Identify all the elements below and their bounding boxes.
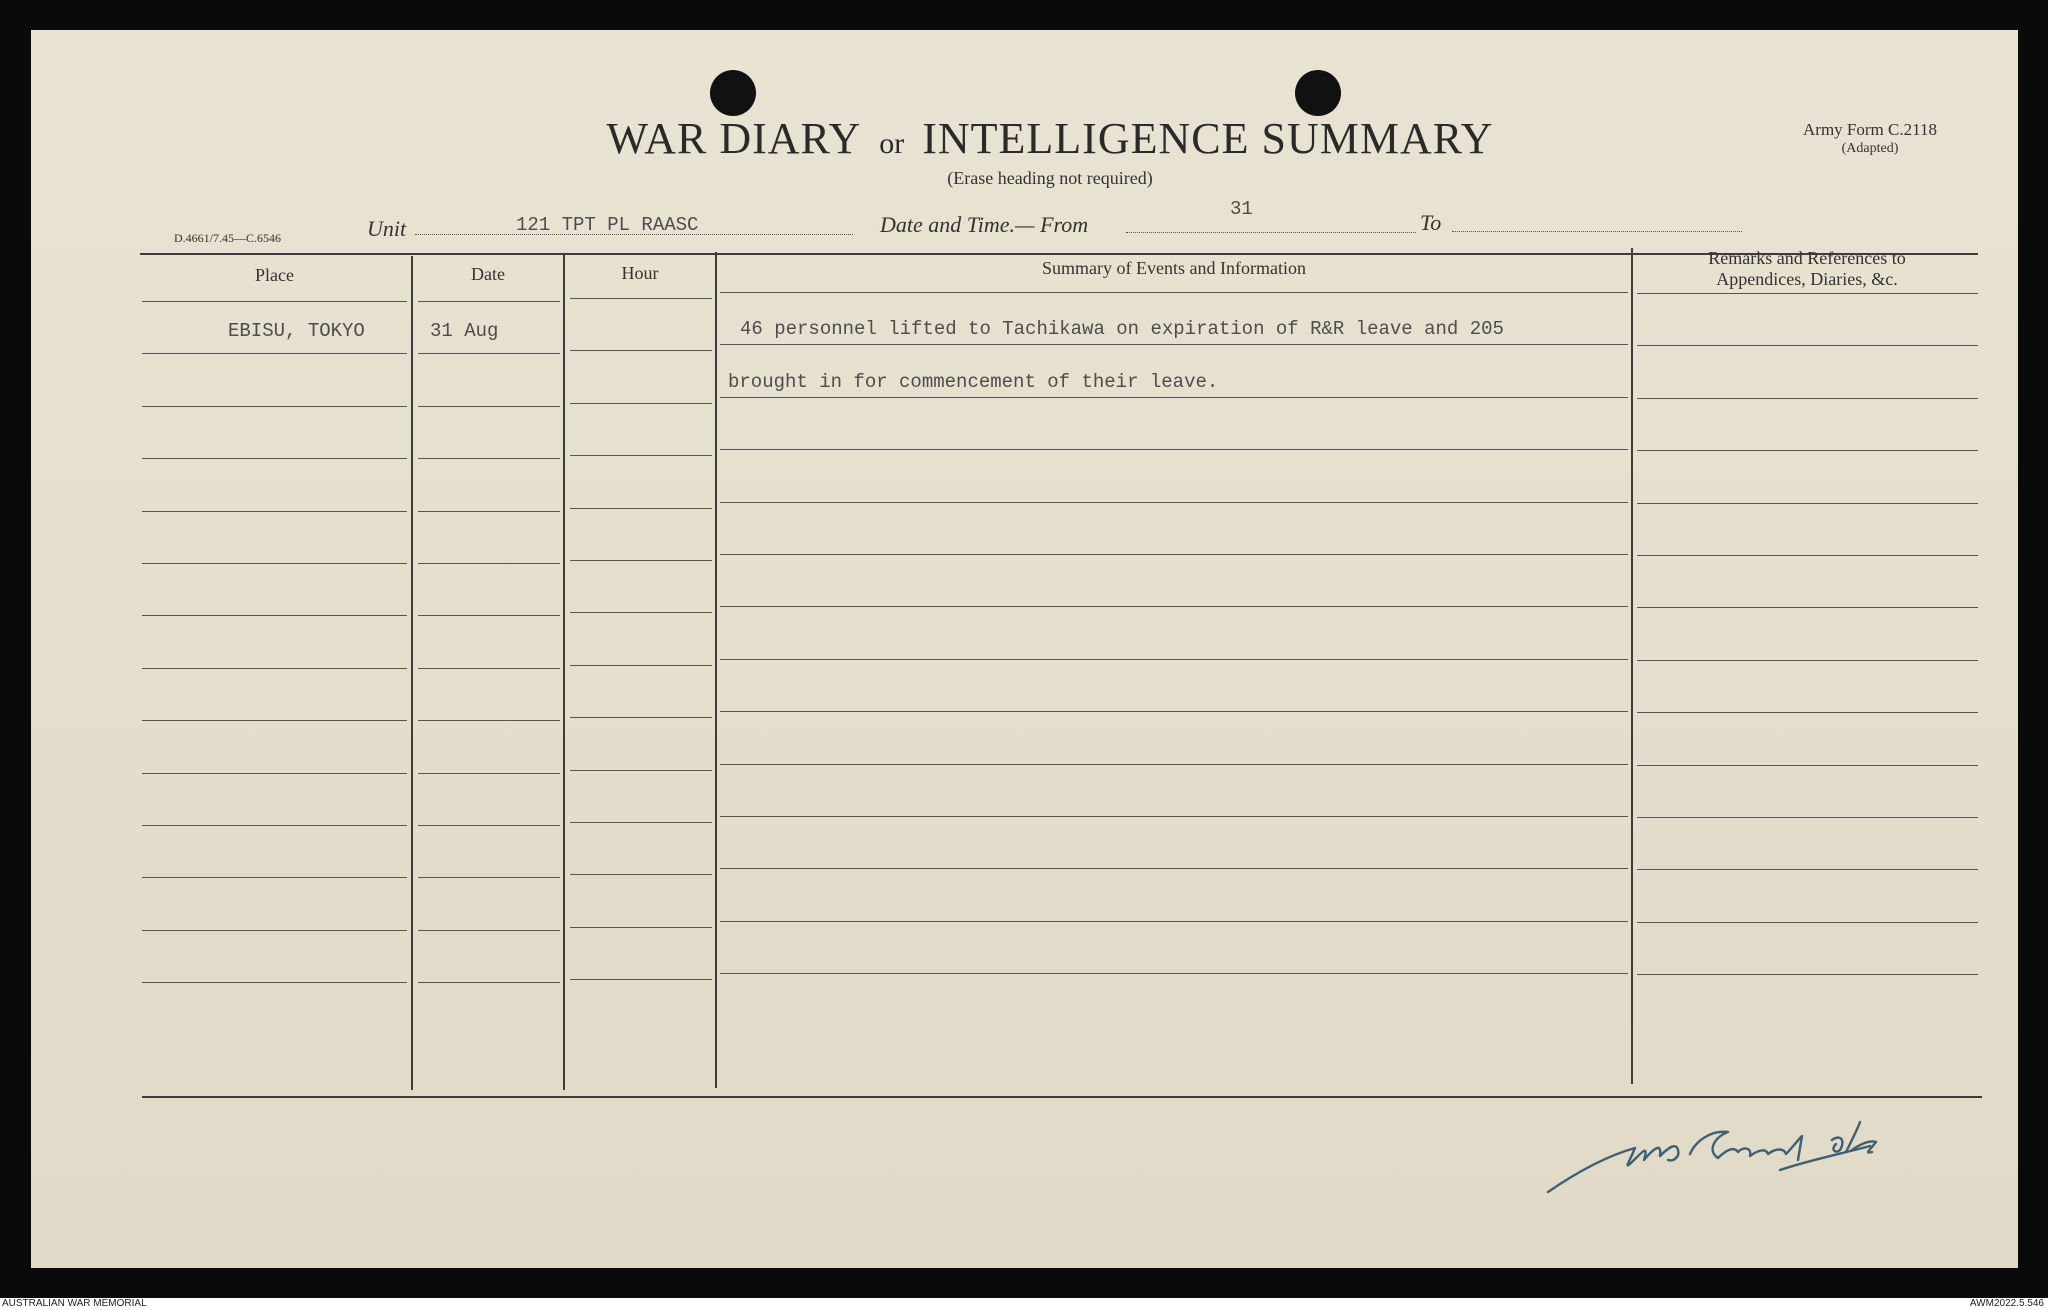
unit-label: Unit (367, 216, 407, 241)
ruled-line-remarks (1637, 345, 1978, 346)
ruled-line-remarks (1637, 555, 1978, 556)
ruled-line-place (142, 825, 407, 826)
ruled-line-date (418, 458, 560, 459)
ruled-line-date (418, 720, 560, 721)
ruled-line-date (418, 773, 560, 774)
unit-value: 121 TPT PL RAASC (516, 214, 699, 236)
ruled-line-summary (720, 973, 1628, 974)
ruled-line-date (418, 406, 560, 407)
column-divider-date (563, 254, 565, 1090)
ruled-line-hour (570, 927, 712, 928)
erase-heading-note: (Erase heading not required) (947, 168, 1153, 188)
ruled-line-hour (570, 665, 712, 666)
title-intelligence-summary: INTELLIGENCE SUMMARY (922, 114, 1494, 163)
ruled-line-hour (570, 508, 712, 509)
ruled-line-summary (720, 659, 1628, 660)
ruled-line-remarks (1637, 503, 1978, 504)
header-place: Place (255, 265, 294, 285)
ruled-line-remarks (1637, 712, 1978, 713)
ruled-line-date (418, 511, 560, 512)
ruled-line-hour (570, 298, 712, 299)
ruled-line-remarks (1637, 869, 1978, 870)
ruled-line-summary (720, 449, 1628, 450)
ruled-line-place (142, 930, 407, 931)
ruled-line-remarks (1637, 922, 1978, 923)
ruled-line-date (418, 615, 560, 616)
ruled-line-hour (570, 717, 712, 718)
title-or: or (879, 127, 905, 160)
ruled-line-summary (720, 711, 1628, 712)
ruled-line-summary (720, 554, 1628, 555)
to-label: To (1420, 210, 1442, 235)
ruled-line-hour (570, 979, 712, 980)
title-war-diary: WAR DIARY (606, 114, 862, 163)
ruled-line-hour (570, 822, 712, 823)
army-form-adapted: (Adapted) (1841, 141, 1899, 156)
entry-summary-line-2: brought in for commencement of their leave. (728, 371, 1219, 393)
ruled-line-date (418, 825, 560, 826)
from-value: 31 (1230, 198, 1253, 220)
to-dotted-line (1452, 231, 1742, 232)
ruled-line-date (418, 982, 560, 983)
ruled-line-remarks (1637, 974, 1978, 975)
ruled-line-remarks (1637, 293, 1978, 294)
entry-place: EBISU, TOKYO (228, 320, 365, 342)
ruled-line-hour (570, 874, 712, 875)
ruled-line-date (418, 668, 560, 669)
ruled-line-place (142, 982, 407, 983)
ruled-line-date (418, 353, 560, 354)
header-hour: Hour (621, 263, 659, 283)
ruled-line-summary (720, 921, 1628, 922)
ruled-line-remarks (1637, 607, 1978, 608)
army-form-label (1760, 120, 1980, 158)
date-time-label: Date and Time.— From (880, 212, 1089, 237)
ruled-line-summary (720, 344, 1628, 345)
ruled-line-hour (570, 612, 712, 613)
punch-hole-right (1295, 70, 1341, 116)
ruled-line-hour (570, 403, 712, 404)
ruled-line-summary (720, 606, 1628, 607)
ruled-line-summary (720, 292, 1628, 293)
header-date: Date (471, 264, 505, 284)
column-divider-hour (715, 252, 717, 1088)
form-reference: D.4661/7.45—C.6546 (174, 231, 282, 245)
ruled-line-remarks (1637, 450, 1978, 451)
signature (1540, 1110, 1930, 1200)
column-divider-summary (1631, 248, 1633, 1084)
ruled-line-remarks (1637, 765, 1978, 766)
ruled-line-place (142, 668, 407, 669)
ruled-line-hour (570, 560, 712, 561)
ruled-line-place (142, 511, 407, 512)
punch-hole-left (710, 70, 756, 116)
ruled-line-summary (720, 868, 1628, 869)
ruled-line-date (418, 563, 560, 564)
ruled-line-hour (570, 350, 712, 351)
ruled-line-place (142, 615, 407, 616)
army-form-number: Army Form C.2118 (1803, 120, 1937, 139)
ruled-line-place (142, 563, 407, 564)
ruled-line-summary (720, 816, 1628, 817)
ruled-line-place (142, 353, 407, 354)
ruled-line-summary (720, 397, 1628, 398)
ruled-line-date (418, 930, 560, 931)
ruled-line-place (142, 877, 407, 878)
header-remarks (1635, 248, 1979, 290)
header-summary: Summary of Events and Information (1042, 258, 1306, 278)
ruled-line-remarks (1637, 817, 1978, 818)
from-dotted-line (1126, 232, 1416, 233)
ruled-line-place (142, 301, 407, 302)
ruled-line-place (142, 773, 407, 774)
ruled-line-place (142, 720, 407, 721)
document-title (500, 113, 1600, 164)
table-bottom-rule (142, 1096, 1982, 1098)
entry-date: 31 Aug (430, 320, 499, 342)
footer-credit: AUSTRALIAN WAR MEMORIAL (2, 1298, 147, 1309)
ruled-line-summary (720, 764, 1628, 765)
entry-summary-line-1: 46 personnel lifted to Tachikawa on expiration of R&R leave and 205 (740, 318, 1504, 340)
header-remarks-line1: Remarks and References to (1708, 248, 1906, 268)
ruled-line-date (418, 877, 560, 878)
ruled-line-remarks (1637, 660, 1978, 661)
footer-accession-number: AWM2022.5.546 (1969, 1298, 2044, 1309)
ruled-line-hour (570, 455, 712, 456)
ruled-line-date (418, 301, 560, 302)
ruled-line-remarks (1637, 398, 1978, 399)
ruled-line-place (142, 458, 407, 459)
ruled-line-place (142, 406, 407, 407)
ruled-line-hour (570, 770, 712, 771)
header-remarks-line2: Appendices, Diaries, &c. (1716, 269, 1898, 289)
column-divider-place (411, 256, 413, 1090)
ruled-line-summary (720, 502, 1628, 503)
